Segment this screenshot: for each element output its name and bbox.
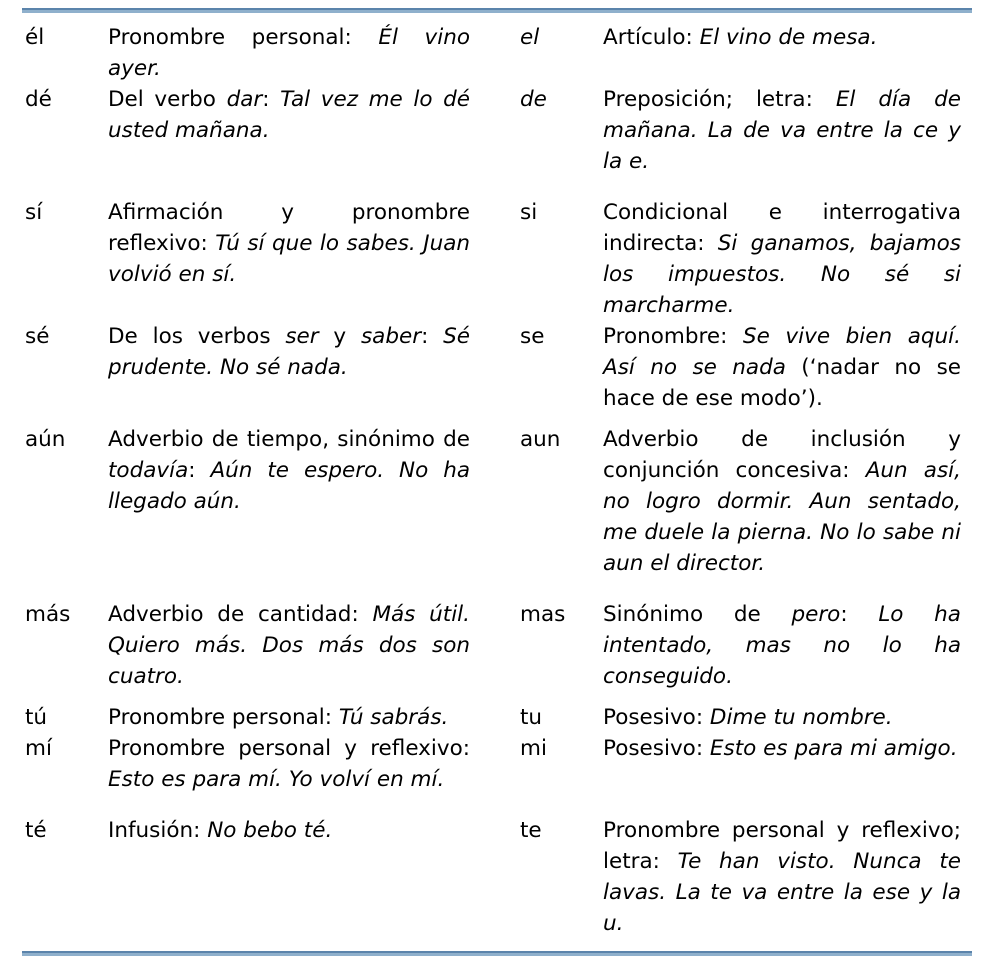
headword-accented-aun: aún bbox=[25, 427, 66, 452]
entry-unaccented-mas bbox=[495, 599, 990, 692]
entry-accented-de bbox=[0, 84, 495, 146]
row-gap bbox=[0, 579, 990, 599]
entry-accented-si bbox=[0, 197, 495, 290]
headword-unaccented-si: si bbox=[520, 200, 538, 225]
definition-unaccented-el: Artículo: El vino de mesa. bbox=[603, 25, 878, 50]
row-gap bbox=[0, 795, 990, 815]
entry-unaccented-mi bbox=[495, 733, 990, 764]
table-row bbox=[0, 733, 990, 795]
headword-accented-el: él bbox=[25, 25, 45, 50]
headword-accented-de: dé bbox=[25, 87, 52, 112]
row-gap bbox=[0, 692, 990, 702]
table-row bbox=[0, 22, 990, 84]
table-row bbox=[0, 197, 990, 321]
entry-accented-se bbox=[0, 321, 495, 383]
definition-accented-tu: Pronombre personal: Tú sabrás. bbox=[108, 705, 449, 730]
entry-unaccented-tu bbox=[495, 702, 990, 733]
entry-unaccented-de bbox=[495, 84, 990, 177]
definition-accented-mi: Pronombre personal y reflexivo: Esto es para mí. Yo volví en mí. bbox=[108, 736, 470, 792]
definition-unaccented-aun: Adverbio de inclusión y conjunción concesiva: Aun así, no logro dormir. Aun sentado, me duele la pierna. No lo sabe ni aun el director. bbox=[603, 427, 961, 576]
definition-unaccented-mi: Posesivo: Esto es para mi amigo. bbox=[603, 736, 958, 761]
table-row bbox=[0, 424, 990, 579]
top-horizontal-rule bbox=[22, 8, 972, 13]
headword-unaccented-de: de bbox=[520, 87, 547, 112]
definition-unaccented-mas: Sinónimo de pero: Lo ha intentado, mas no lo ha conseguido. bbox=[603, 602, 961, 689]
entry-accented-tu bbox=[0, 702, 495, 733]
entry-accented-te bbox=[0, 815, 495, 846]
headword-accented-se: sé bbox=[25, 324, 50, 349]
headword-unaccented-mas: mas bbox=[520, 602, 566, 627]
headword-unaccented-el: el bbox=[520, 25, 540, 50]
definition-accented-de: Del verbo dar: Tal vez me lo dé usted mañana. bbox=[108, 87, 470, 143]
headword-accented-mas: más bbox=[25, 602, 71, 627]
table-row bbox=[0, 599, 990, 692]
entry-unaccented-aun bbox=[495, 424, 990, 579]
definition-accented-mas: Adverbio de cantidad: Más útil. Quiero más. Dos más dos son cuatro. bbox=[108, 602, 470, 689]
row-gap bbox=[0, 177, 990, 197]
headword-unaccented-mi: mi bbox=[520, 736, 547, 761]
diacritic-table bbox=[0, 22, 990, 939]
headword-unaccented-te: te bbox=[520, 818, 542, 843]
table-row bbox=[0, 84, 990, 177]
table-row bbox=[0, 815, 990, 939]
entry-accented-el bbox=[0, 22, 495, 84]
table-row bbox=[0, 702, 990, 733]
headword-unaccented-aun: aun bbox=[520, 427, 561, 452]
bottom-horizontal-rule bbox=[22, 951, 972, 956]
definition-accented-el: Pronombre personal: Él vino ayer. bbox=[108, 25, 470, 81]
definition-unaccented-de: Preposición; letra: El día de mañana. La de va entre la ce y la e. bbox=[603, 87, 961, 174]
row-gap bbox=[0, 414, 990, 424]
entry-unaccented-si bbox=[495, 197, 990, 321]
entry-accented-mas bbox=[0, 599, 495, 692]
definition-unaccented-si: Condicional e interrogativa indirecta: Si ganamos, bajamos los impuestos. No sé si marcharme. bbox=[603, 200, 961, 318]
entry-accented-mi bbox=[0, 733, 495, 795]
definition-unaccented-te: Pronombre personal y reflexivo; letra: Te han visto. Nunca te lavas. La te va entre la ese y la u. bbox=[603, 818, 961, 936]
entry-unaccented-el bbox=[495, 22, 990, 53]
headword-accented-te: té bbox=[25, 818, 47, 843]
definition-unaccented-se: Pronombre: Se vive bien aquí. Así no se nada (‘nadar no se hace de ese modo’). bbox=[603, 324, 961, 411]
definition-accented-aun: Adverbio de tiempo, sinónimo de todavía: Aún te espero. No ha llegado aún. bbox=[108, 427, 470, 514]
headword-unaccented-se: se bbox=[520, 324, 545, 349]
entry-unaccented-te bbox=[495, 815, 990, 939]
headword-accented-si: sí bbox=[25, 200, 43, 225]
definition-accented-se: De los verbos ser y saber: Sé prudente. No sé nada. bbox=[108, 324, 470, 380]
headword-accented-tu: tú bbox=[25, 705, 48, 730]
definition-accented-si: Afirmación y pronombre reflexivo: Tú sí que lo sabes. Juan volvió en sí. bbox=[108, 200, 470, 287]
headword-unaccented-tu: tu bbox=[520, 705, 543, 730]
table-row bbox=[0, 321, 990, 414]
definition-unaccented-tu: Posesivo: Dime tu nombre. bbox=[603, 705, 893, 730]
headword-accented-mi: mí bbox=[25, 736, 52, 761]
entry-accented-aun bbox=[0, 424, 495, 517]
entry-unaccented-se bbox=[495, 321, 990, 414]
definition-accented-te: Infusión: No bebo té. bbox=[108, 818, 333, 843]
